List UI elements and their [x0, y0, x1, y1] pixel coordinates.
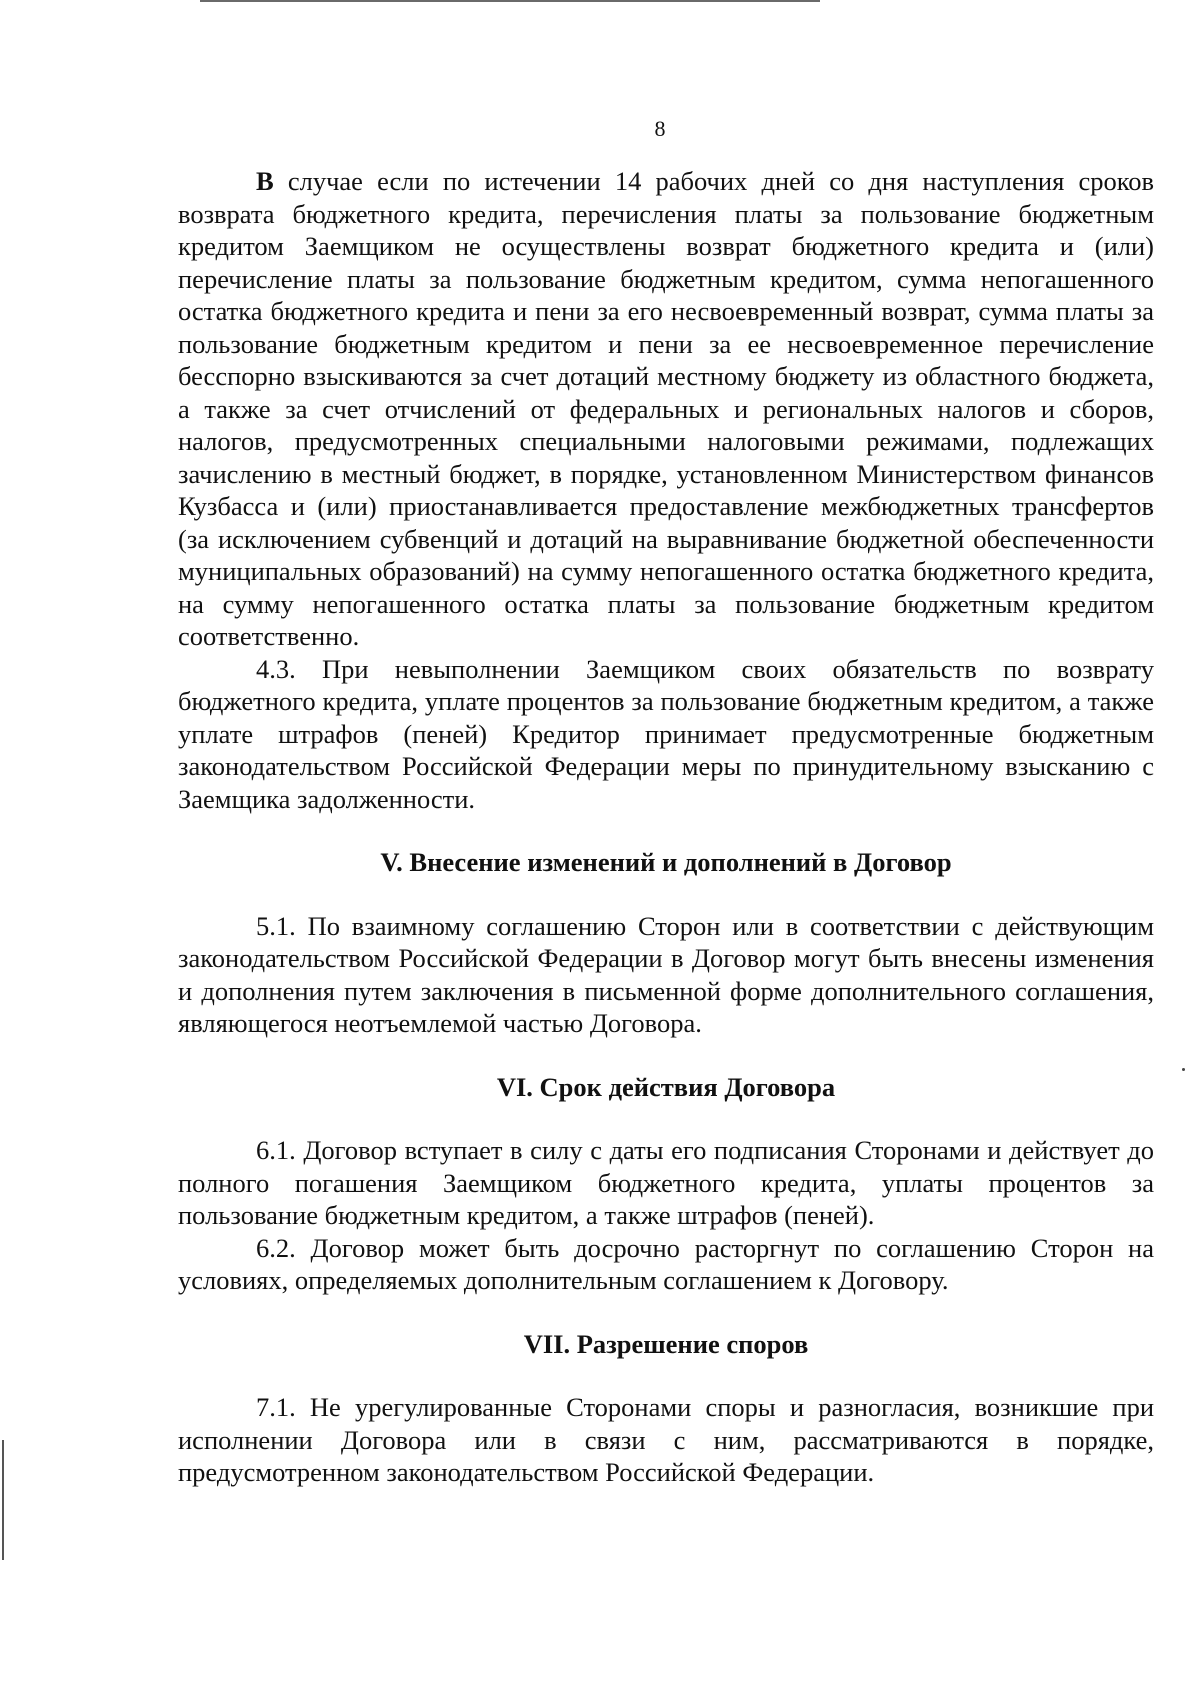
- paragraph-6-2: 6.2. Договор может быть досрочно расторгнут по соглашению Сторон на условиях, определяемых дополнительным соглашением к Договору.: [178, 1232, 1154, 1295]
- scan-artifact-dot: [1182, 1068, 1185, 1071]
- section-heading-6: VI. Срок действия Договора: [496, 1071, 836, 1102]
- document-body: [178, 165, 1154, 1489]
- paragraph-lead-letter: В: [256, 166, 274, 196]
- paragraph-6-1: 6.1. Договор вступает в силу с даты его подписания Сторонами и действует до полного погашения Заемщиком бюджетного кредита, уплаты процентов за пользование бюджетным кредитом, а также штрафов (пеней).: [178, 1135, 1154, 1230]
- scan-artifact-top-line: [200, 0, 820, 2]
- paragraph-7-1: 7.1. Не урегулированные Сторонами споры и разногласия, возникшие при исполнении Договора или в связи с ним, рассматриваются в порядке, предусмотренном законодательством Российской Федерации.: [178, 1392, 1154, 1487]
- paragraph-4-2-continuation: [178, 165, 1154, 653]
- section-heading-5: V. Внесение изменений и дополнений в Договор: [380, 847, 952, 877]
- paragraph-5-1: 5.1. По взаимному соглашению Сторон или в соответствии с действующим законодательством Российской Федерации в Договор могут быть внесены изменения и дополнения путем заключения в письменной форме дополнительного соглашения, являющегося неотъемлемой частью Договора.: [178, 910, 1154, 1038]
- section-heading-7: VII. Разрешение споров: [523, 1328, 809, 1359]
- page-number: 8: [654, 116, 666, 141]
- paragraph-text: случае если по истечении 14 рабочих дней со дня наступления сроков возврата бюджетного кредита, перечисления платы за пользование бюджетным кредитом Заемщиком не осуществлены возврат бюджетного кредита и (или) перечисление платы за пользование бюджетным кредитом, сумма непогашенного остатка бюджетного кредита и пени за его несвоевременный возврат, сумма платы за пользование бюджетным кредитом и пени за ее несвоевременное перечисление бесспорно взыскиваются за счет дотаций местному бюджету из областного бюджета, а также за счет отчислений от федеральных и региональных налогов и сборов, налогов, предусмотренных специальными налоговыми режимами, подлежащих зачислению в местный бюджет, в порядке, установленном Министерством финансов Кузбасса и (или) приостанавливается предоставление межбюджетных трансфертов (за исключением субвенций и дотаций на выравнивание бюджетной обеспеченности муниципальных образований) на сумму непогашенного остатка бюджетного кредита, на сумму непогашенного остатка платы за пользование бюджетным кредитом соответственно.: [178, 166, 1154, 651]
- scan-artifact-left-line: [2, 1440, 4, 1560]
- paragraph-4-3: 4.3. При невыполнении Заемщиком своих обязательств по возврату бюджетного кредита, уплате процентов за пользование бюджетным кредитом, а также уплате штрафов (пеней) Кредитор принимает предусмотренные бюджетным законодательством Российской Федерации меры по принудительному взысканию с Заемщика задолженности.: [178, 653, 1154, 814]
